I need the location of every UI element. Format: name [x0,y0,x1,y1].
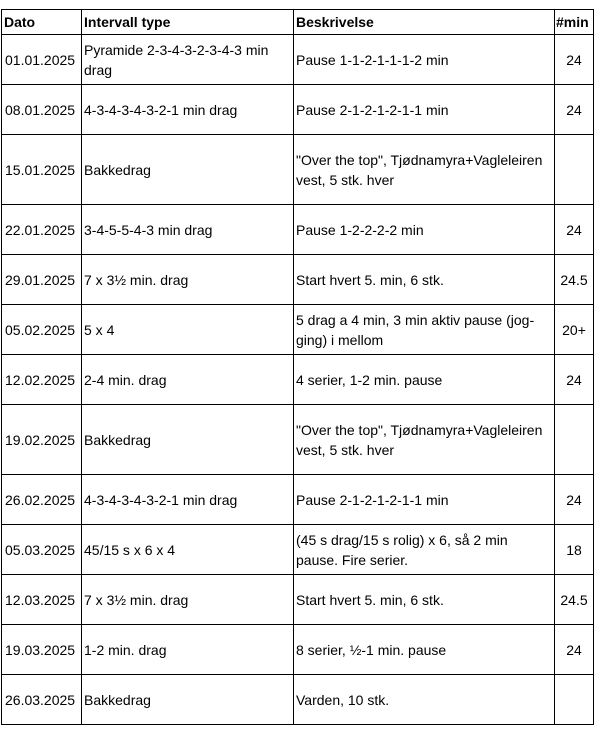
table-row [2,305,594,355]
table-row [2,85,594,135]
cell-beskrivelse: 5 drag a 4 min, 3 min aktiv pause (jog-ging) i mellom [294,305,555,355]
cell-dato: 26.03.2025 [2,675,82,725]
cell-min: 18 [555,525,594,575]
cell-type: Pyramide 2-3-4-3-2-3-4-3 min drag [82,35,294,85]
cell-beskrivelse: Pause 1-2-2-2-2 min [294,205,555,255]
table-row [2,35,594,85]
cell-dato: 26.02.2025 [2,475,82,525]
cell-dato: 22.01.2025 [2,205,82,255]
cell-min: 24.5 [555,575,594,625]
cell-beskrivelse: Pause 2-1-2-1-2-1-1 min [294,475,555,525]
cell-type: 5 x 4 [82,305,294,355]
cell-dato: 05.02.2025 [2,305,82,355]
cell-type: 1-2 min. drag [82,625,294,675]
header-intervall-type: Intervall type [82,10,294,35]
cell-dato: 19.03.2025 [2,625,82,675]
cell-type: Bakkedrag [82,675,294,725]
cell-dato: 12.03.2025 [2,575,82,625]
header-beskrivelse: Beskrivelse [294,10,555,35]
cell-beskrivelse: (45 s drag/15 s rolig) x 6, så 2 min pause. Fire serier. [294,525,555,575]
interval-schedule [1,9,594,725]
header-min: #min [555,10,594,35]
table-row [2,135,594,205]
cell-type: Bakkedrag [82,135,294,205]
header-dato: Dato [2,10,82,35]
table-row [2,475,594,525]
cell-min: 24 [555,355,594,405]
cell-beskrivelse: "Over the top", Tjødnamyra+Vagleleiren vest, 5 stk. hver [294,405,555,475]
cell-type: Bakkedrag [82,405,294,475]
cell-min: 24.5 [555,255,594,305]
cell-dato: 19.02.2025 [2,405,82,475]
cell-beskrivelse: Varden, 10 stk. [294,675,555,725]
cell-min: 20+ [555,305,594,355]
header-row [2,10,594,35]
cell-min: 24 [555,205,594,255]
cell-min: 24 [555,85,594,135]
cell-dato: 01.01.2025 [2,35,82,85]
cell-dato: 08.01.2025 [2,85,82,135]
cell-dato: 15.01.2025 [2,135,82,205]
cell-min: 24 [555,35,594,85]
cell-dato: 29.01.2025 [2,255,82,305]
table-row [2,575,594,625]
cell-dato: 12.02.2025 [2,355,82,405]
cell-type: 45/15 s x 6 x 4 [82,525,294,575]
cell-beskrivelse: 8 serier, ½-1 min. pause [294,625,555,675]
cell-min [555,675,594,725]
cell-beskrivelse: "Over the top", Tjødnamyra+Vagleleiren vest, 5 stk. hver [294,135,555,205]
table-row [2,675,594,725]
table-row [2,355,594,405]
cell-min: 24 [555,625,594,675]
cell-type: 7 x 3½ min. drag [82,255,294,305]
cell-type: 3-4-5-5-4-3 min drag [82,205,294,255]
cell-min: 24 [555,475,594,525]
cell-type: 7 x 3½ min. drag [82,575,294,625]
cell-type: 4-3-4-3-4-3-2-1 min drag [82,475,294,525]
cell-beskrivelse: Start hvert 5. min, 6 stk. [294,575,555,625]
table-row [2,255,594,305]
interval-table [1,9,594,725]
cell-beskrivelse: 4 serier, 1-2 min. pause [294,355,555,405]
table-row [2,405,594,475]
cell-type: 2-4 min. drag [82,355,294,405]
cell-min [555,405,594,475]
cell-dato: 05.03.2025 [2,525,82,575]
table-row [2,205,594,255]
table-row [2,525,594,575]
cell-min [555,135,594,205]
table-row [2,625,594,675]
cell-type: 4-3-4-3-4-3-2-1 min drag [82,85,294,135]
cell-beskrivelse: Pause 2-1-2-1-2-1-1 min [294,85,555,135]
cell-beskrivelse: Start hvert 5. min, 6 stk. [294,255,555,305]
cell-beskrivelse: Pause 1-1-2-1-1-1-2 min [294,35,555,85]
